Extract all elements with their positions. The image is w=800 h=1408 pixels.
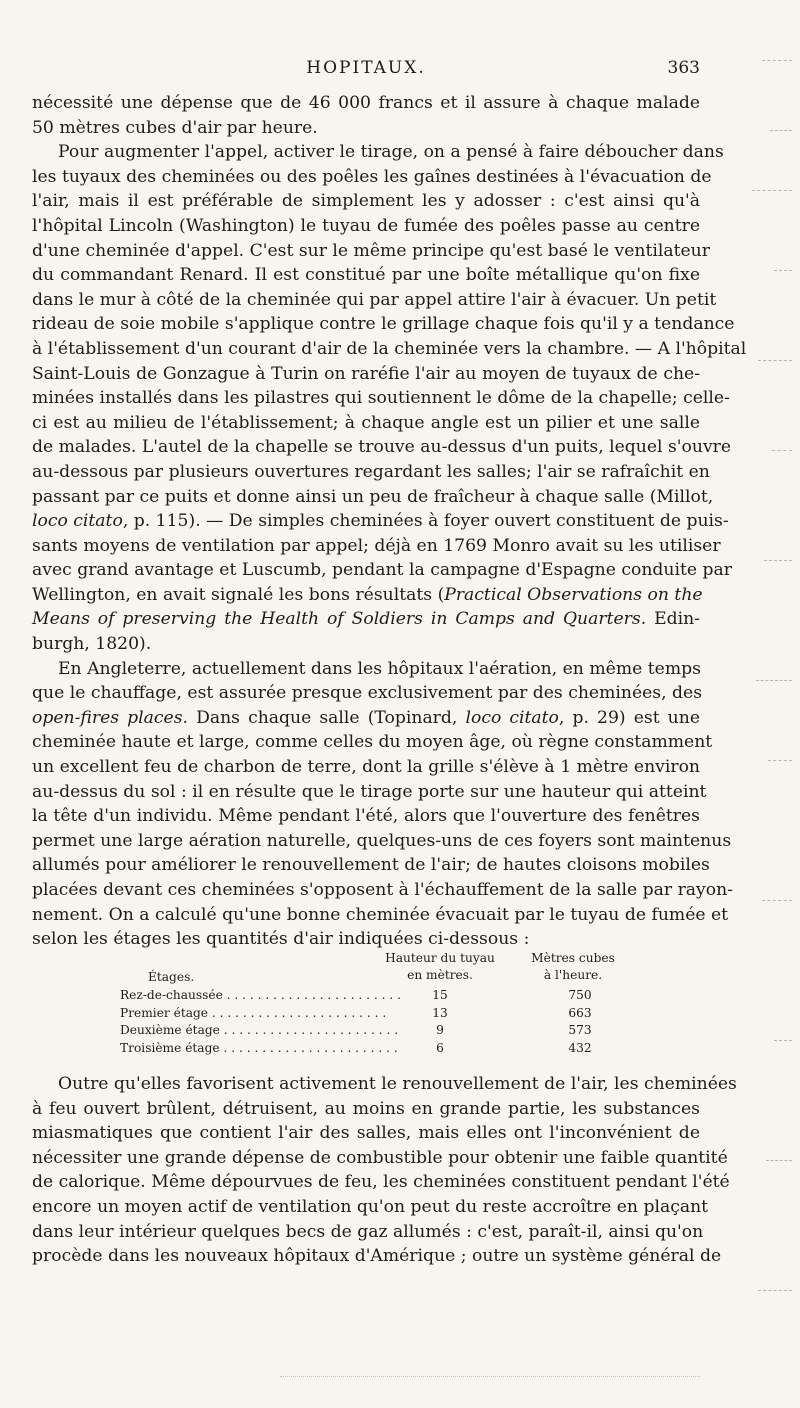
row-hauteur: 6 (436, 1040, 444, 1055)
text-line: l'hôpital Lincoln (Washington) le tuyau de fumée des poêles passe au centre (32, 215, 700, 236)
text-line: dans leur intérieur quelques becs de gaz allumés : c'est, paraît-il, ainsi qu'on (32, 1221, 704, 1242)
text-line: au-dessus du sol : il en résulte que le tirage porte sur une hauteur qui atteint (32, 781, 707, 802)
page-number: 363 (667, 58, 700, 78)
text-line: open-fires places. Dans chaque salle (Topinard, loco citato, p. 29) est une (32, 707, 700, 728)
paragraph (32, 91, 700, 140)
table-row (120, 1006, 640, 1024)
text-line: selon les étages les quantités d'air indiquées ci-dessous : (32, 929, 530, 950)
text-line: miasmatiques que contient l'air des salles, mais elles ont l'inconvénient de (32, 1123, 700, 1144)
text-line: loco citato, p. 115). — De simples cheminées à foyer ouvert constituent de puis- (32, 511, 729, 532)
text-line: burgh, 1820). (32, 634, 152, 655)
row-etage: Rez-de-chaussée . . . (120, 988, 420, 1002)
paragraph (32, 657, 733, 952)
air-volume-table (120, 950, 640, 1058)
text-line: nécessité une dépense que de 46 000 francs et il assure à chaque malade (32, 93, 700, 113)
table-row (120, 1023, 640, 1041)
text-line: au-dessous par plusieurs ouvertures regardant les salles; l'air se rafraîchit en (32, 461, 710, 482)
text-line: à feu ouvert brûlent, détruisent, au moins en grande partie, les substances (32, 1098, 700, 1119)
text-line: du commandant Renard. Il est constitué par une boîte métallique qu'on fixe (32, 265, 700, 286)
column-header-hauteur-line1: Hauteur du tuyau (385, 951, 495, 965)
row-metres: 750 (568, 988, 592, 1002)
page-header (32, 58, 700, 82)
text-line: placées devant ces cheminées s'opposent à l'échauffement de la salle par rayon- (32, 880, 733, 900)
row-metres: 573 (568, 1023, 592, 1037)
text-line: Saint-Louis de Gonzague à Turin on raréfie l'air au moyen de tuyaux de che- (32, 363, 700, 384)
body-text-lower (32, 1072, 737, 1269)
text-line: Pour augmenter l'appel, activer le tirage, on a pensé à faire déboucher dans (58, 142, 724, 163)
table-header (120, 950, 640, 988)
row-etage: Troisième étage . . . (120, 1041, 420, 1055)
paragraph (32, 1072, 737, 1269)
text-line: Means of preserving the Health of Soldiers in Camps and Quarters. Edin- (32, 609, 700, 630)
column-header-etages: Étages. (148, 970, 195, 984)
text-line: Wellington, en avait signalé les bons résultats (Practical Observations on the (32, 584, 703, 605)
paragraph (32, 140, 747, 656)
text-line: ci est au milieu de l'établissement; à chaque angle est un pilier et une salle (32, 412, 700, 433)
text-line: allumés pour améliorer le renouvellement de l'air; de hautes cloisons mobiles (32, 855, 710, 876)
text-line: encore un moyen actif de ventilation qu'on peut du reste accroître en plaçant (32, 1196, 709, 1217)
body-text-upper (32, 91, 747, 952)
column-header-hauteur-line2: en mètres. (407, 968, 473, 982)
text-line: dans le mur à côté de la cheminée qui par appel attire l'air à évacuer. Un petit (32, 289, 717, 310)
text-line: un excellent feu de charbon de terre, dont la grille s'élève à 1 mètre environ (32, 757, 700, 778)
table-row (120, 1041, 640, 1059)
text-line: l'air, mais il est préférable de simplement les y adosser : c'est ainsi qu'à (32, 191, 700, 212)
row-etage: Premier étage . . . (120, 1006, 420, 1020)
bottom-bleed-dots (280, 1376, 700, 1377)
text-line: En Angleterre, actuellement dans les hôpitaux l'aération, en même temps (58, 658, 701, 679)
text-line: avec grand avantage et Luscumb, pendant la campagne d'Espagne conduite par (32, 560, 732, 581)
text-line: la tête d'un individu. Même pendant l'été, alors que l'ouverture des fenêtres (32, 806, 700, 827)
text-line: de calorique. Même dépourvues de feu, les cheminées constituent pendant l'été (32, 1172, 730, 1193)
table-row (120, 988, 640, 1006)
text-line: rideau de soie mobile s'applique contre le grillage chaque fois qu'il y a tendance (32, 314, 735, 335)
row-etage: Deuxième étage . . . (120, 1023, 420, 1037)
text-line: sants moyens de ventilation par appel; déjà en 1769 Monro avait su les utiliser (32, 535, 721, 556)
row-metres: 432 (568, 1040, 592, 1055)
text-line: minées installés dans les pilastres qui soutiennent le dôme de la chapelle; celle- (32, 388, 730, 409)
text-line: cheminée haute et large, comme celles du moyen âge, où règne constamment (32, 732, 713, 753)
row-metres: 663 (568, 1005, 592, 1020)
text-line: de malades. L'autel de la chapelle se trouve au-dessus d'un puits, lequel s'ouvre (32, 437, 732, 458)
text-line: d'une cheminée d'appel. C'est sur le même principe qu'est basé le ventilateur (32, 240, 710, 261)
running-head: HOPITAUX. (306, 58, 426, 78)
text-line: 50 mètres cubes d'air par heure. (32, 117, 318, 138)
row-hauteur: 15 (432, 988, 448, 1002)
column-header-metres-line2: à l'heure. (543, 968, 603, 982)
text-line: Outre qu'elles favorisent activement le renouvellement de l'air, les cheminées (58, 1074, 737, 1094)
row-hauteur: 9 (436, 1023, 444, 1037)
text-line: permet une large aération naturelle, quelques-uns de ces foyers sont maintenus (32, 830, 732, 851)
text-line: procède dans les nouveaux hôpitaux d'Amérique ; outre un système général de (32, 1246, 722, 1267)
margin-bleed-marks (732, 40, 792, 1380)
text-line: les tuyaux des cheminées ou des poêles les gaînes destinées à l'évacuation de (32, 166, 712, 187)
row-hauteur: 13 (432, 1005, 448, 1020)
text-line: à l'établissement d'un courant d'air de la cheminée vers la chambre. — A l'hôpital (32, 338, 747, 359)
column-header-hauteur (375, 950, 505, 984)
text-line: nement. On a calculé qu'une bonne cheminée évacuait par le tuyau de fumée et (32, 904, 729, 925)
text-line: que le chauffage, est assurée presque exclusivement par des cheminées, des (32, 683, 703, 704)
text-line: nécessiter une grande dépense de combustible pour obtenir une faible quantité (32, 1147, 728, 1168)
column-header-metres-line1: Mètres cubes (531, 951, 615, 965)
text-line: passant par ce puits et donne ainsi un peu de fraîcheur à chaque salle (Millot, (32, 486, 714, 507)
column-header-metres (518, 950, 628, 984)
